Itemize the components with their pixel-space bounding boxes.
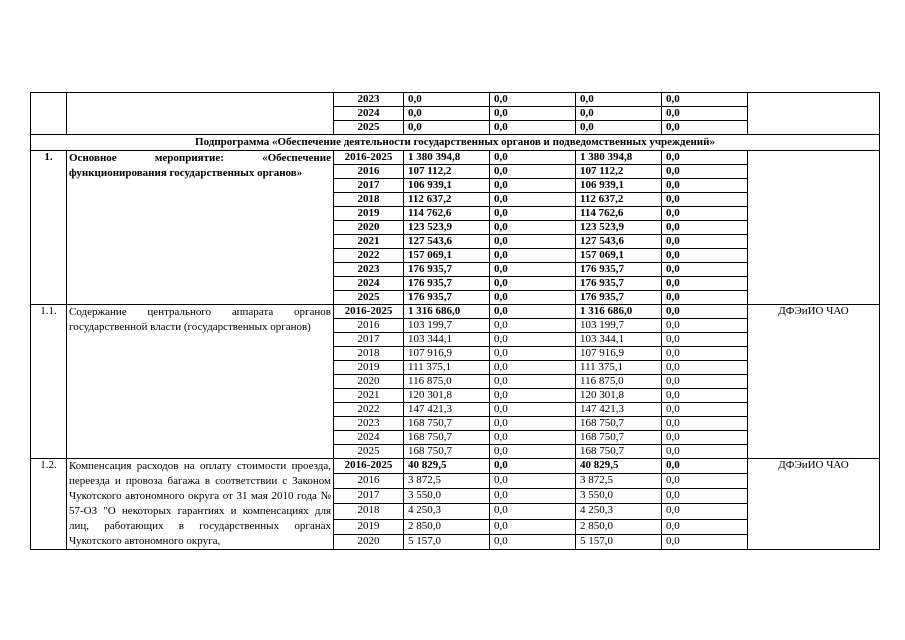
federal-value-cell: 0,0 [490,504,576,519]
federal-value-cell: 0,0 [490,431,576,445]
year-cell: 2017 [334,489,404,504]
other-value-cell: 0,0 [662,121,748,135]
regional-value-cell: 5 157,0 [576,534,662,549]
federal-value-cell: 0,0 [490,249,576,263]
federal-value-cell: 0,0 [490,151,576,165]
total-value-cell: 1 316 686,0 [404,305,490,319]
year-cell: 2025 [334,121,404,135]
regional-value-cell: 1 316 686,0 [576,305,662,319]
other-value-cell: 0,0 [662,305,748,319]
regional-value-cell: 123 523,9 [576,221,662,235]
total-value-cell: 103 199,7 [404,319,490,333]
regional-value-cell: 176 935,7 [576,277,662,291]
total-value-cell: 0,0 [404,121,490,135]
total-value-cell: 107 916,9 [404,347,490,361]
federal-value-cell: 0,0 [490,107,576,121]
regional-value-cell: 168 750,7 [576,417,662,431]
federal-value-cell: 0,0 [490,235,576,249]
federal-value-cell: 0,0 [490,389,576,403]
total-value-cell: 168 750,7 [404,417,490,431]
year-cell: 2022 [334,403,404,417]
regional-value-cell: 0,0 [576,107,662,121]
federal-value-cell: 0,0 [490,277,576,291]
other-value-cell: 0,0 [662,93,748,107]
responsible-cell: ДФЭиИО ЧАО [748,459,880,550]
other-value-cell: 0,0 [662,445,748,459]
other-value-cell: 0,0 [662,249,748,263]
other-value-cell: 0,0 [662,221,748,235]
total-value-cell: 2 850,0 [404,519,490,534]
total-value-cell: 5 157,0 [404,534,490,549]
year-cell: 2020 [334,375,404,389]
total-value-cell: 176 935,7 [404,291,490,305]
federal-value-cell: 0,0 [490,319,576,333]
regional-value-cell: 127 543,6 [576,235,662,249]
item-name-cell: Основное мероприятие: «Обеспечение функционирования государственных органов» [67,151,334,305]
regional-value-cell: 103 344,1 [576,333,662,347]
year-cell: 2024 [334,431,404,445]
table-row [31,459,880,474]
total-value-cell: 3 872,5 [404,474,490,489]
table-row [31,305,880,319]
total-value-cell: 116 875,0 [404,375,490,389]
federal-value-cell: 0,0 [490,207,576,221]
year-cell: 2021 [334,389,404,403]
other-value-cell: 0,0 [662,519,748,534]
federal-value-cell: 0,0 [490,93,576,107]
year-cell: 2022 [334,249,404,263]
regional-value-cell: 112 637,2 [576,193,662,207]
total-value-cell: 123 523,9 [404,221,490,235]
year-cell: 2016-2025 [334,305,404,319]
total-value-cell: 127 543,6 [404,235,490,249]
federal-value-cell: 0,0 [490,519,576,534]
regional-value-cell: 147 421,3 [576,403,662,417]
year-cell: 2017 [334,179,404,193]
other-value-cell: 0,0 [662,291,748,305]
total-value-cell: 176 935,7 [404,277,490,291]
total-value-cell: 103 344,1 [404,333,490,347]
total-value-cell: 107 112,2 [404,165,490,179]
total-value-cell: 168 750,7 [404,445,490,459]
total-value-cell: 176 935,7 [404,263,490,277]
item-name-cell: Компенсация расходов на оплату стоимости проезда, переезда и провоза багажа в соответствии с Законом Чукотского автономного округа от 31 мая 2010 года № 57-ОЗ "О некоторых гарантиях и компенсациях для лиц, работающих в государственных органах Чукотского автономного округа, [67,459,334,550]
total-value-cell: 4 250,3 [404,504,490,519]
other-value-cell: 0,0 [662,361,748,375]
regional-value-cell: 157 069,1 [576,249,662,263]
regional-value-cell: 2 850,0 [576,519,662,534]
item-name-cell [67,93,334,135]
year-cell: 2020 [334,534,404,549]
regional-value-cell: 0,0 [576,121,662,135]
other-value-cell: 0,0 [662,474,748,489]
other-value-cell: 0,0 [662,179,748,193]
regional-value-cell: 107 916,9 [576,347,662,361]
year-cell: 2016 [334,474,404,489]
year-cell: 2021 [334,235,404,249]
other-value-cell: 0,0 [662,389,748,403]
table-row [31,151,880,165]
year-cell: 2025 [334,291,404,305]
federal-value-cell: 0,0 [490,305,576,319]
year-cell: 2024 [334,107,404,121]
regional-value-cell: 168 750,7 [576,445,662,459]
regional-value-cell: 1 380 394,8 [576,151,662,165]
year-cell: 2016-2025 [334,459,404,474]
federal-value-cell: 0,0 [490,361,576,375]
regional-value-cell: 106 939,1 [576,179,662,193]
item-number-cell: 1.2. [31,459,67,550]
item-number-cell: 1.1. [31,305,67,459]
federal-value-cell: 0,0 [490,333,576,347]
federal-value-cell: 0,0 [490,263,576,277]
year-cell: 2020 [334,221,404,235]
federal-value-cell: 0,0 [490,474,576,489]
federal-value-cell: 0,0 [490,403,576,417]
total-value-cell: 1 380 394,8 [404,151,490,165]
other-value-cell: 0,0 [662,347,748,361]
subprogram-row [31,135,880,151]
other-value-cell: 0,0 [662,165,748,179]
total-value-cell: 157 069,1 [404,249,490,263]
federal-value-cell: 0,0 [490,193,576,207]
other-value-cell: 0,0 [662,375,748,389]
total-value-cell: 3 550,0 [404,489,490,504]
other-value-cell: 0,0 [662,235,748,249]
federal-value-cell: 0,0 [490,347,576,361]
regional-value-cell: 120 301,8 [576,389,662,403]
year-cell: 2023 [334,417,404,431]
item-name-cell: Содержание центрального аппарата органов государственной власти (государственных органов) [67,305,334,459]
federal-value-cell: 0,0 [490,375,576,389]
year-cell: 2018 [334,193,404,207]
total-value-cell: 112 637,2 [404,193,490,207]
other-value-cell: 0,0 [662,263,748,277]
federal-value-cell: 0,0 [490,165,576,179]
regional-value-cell: 4 250,3 [576,504,662,519]
other-value-cell: 0,0 [662,193,748,207]
year-cell: 2025 [334,445,404,459]
total-value-cell: 111 375,1 [404,361,490,375]
year-cell: 2016-2025 [334,151,404,165]
year-cell: 2019 [334,519,404,534]
other-value-cell: 0,0 [662,107,748,121]
other-value-cell: 0,0 [662,459,748,474]
total-value-cell: 40 829,5 [404,459,490,474]
other-value-cell: 0,0 [662,431,748,445]
year-cell: 2023 [334,93,404,107]
total-value-cell: 114 762,6 [404,207,490,221]
federal-value-cell: 0,0 [490,459,576,474]
regional-value-cell: 0,0 [576,93,662,107]
regional-value-cell: 168 750,7 [576,431,662,445]
item-number-cell: 1. [31,151,67,305]
year-cell: 2016 [334,165,404,179]
year-cell: 2019 [334,207,404,221]
year-cell: 2018 [334,347,404,361]
regional-value-cell: 107 112,2 [576,165,662,179]
regional-value-cell: 40 829,5 [576,459,662,474]
regional-value-cell: 176 935,7 [576,291,662,305]
other-value-cell: 0,0 [662,151,748,165]
federal-value-cell: 0,0 [490,291,576,305]
total-value-cell: 0,0 [404,107,490,121]
budget-table [30,92,880,550]
year-cell: 2023 [334,263,404,277]
federal-value-cell: 0,0 [490,489,576,504]
federal-value-cell: 0,0 [490,121,576,135]
total-value-cell: 147 421,3 [404,403,490,417]
regional-value-cell: 111 375,1 [576,361,662,375]
year-cell: 2024 [334,277,404,291]
regional-value-cell: 103 199,7 [576,319,662,333]
other-value-cell: 0,0 [662,333,748,347]
item-number-cell [31,93,67,135]
other-value-cell: 0,0 [662,207,748,221]
other-value-cell: 0,0 [662,277,748,291]
federal-value-cell: 0,0 [490,179,576,193]
total-value-cell: 106 939,1 [404,179,490,193]
subprogram-title: Подпрограмма «Обеспечение деятельности государственных органов и подведомственных учреждений» [31,135,880,151]
federal-value-cell: 0,0 [490,534,576,549]
federal-value-cell: 0,0 [490,417,576,431]
other-value-cell: 0,0 [662,403,748,417]
other-value-cell: 0,0 [662,319,748,333]
total-value-cell: 120 301,8 [404,389,490,403]
total-value-cell: 168 750,7 [404,431,490,445]
responsible-cell [748,151,880,305]
year-cell: 2018 [334,504,404,519]
table-row [31,93,880,107]
total-value-cell: 0,0 [404,93,490,107]
year-cell: 2019 [334,361,404,375]
regional-value-cell: 3 872,5 [576,474,662,489]
other-value-cell: 0,0 [662,489,748,504]
responsible-cell: ДФЭиИО ЧАО [748,305,880,459]
regional-value-cell: 176 935,7 [576,263,662,277]
federal-value-cell: 0,0 [490,445,576,459]
regional-value-cell: 114 762,6 [576,207,662,221]
year-cell: 2017 [334,333,404,347]
responsible-cell [748,93,880,135]
regional-value-cell: 3 550,0 [576,489,662,504]
year-cell: 2016 [334,319,404,333]
regional-value-cell: 116 875,0 [576,375,662,389]
other-value-cell: 0,0 [662,534,748,549]
federal-value-cell: 0,0 [490,221,576,235]
other-value-cell: 0,0 [662,417,748,431]
other-value-cell: 0,0 [662,504,748,519]
